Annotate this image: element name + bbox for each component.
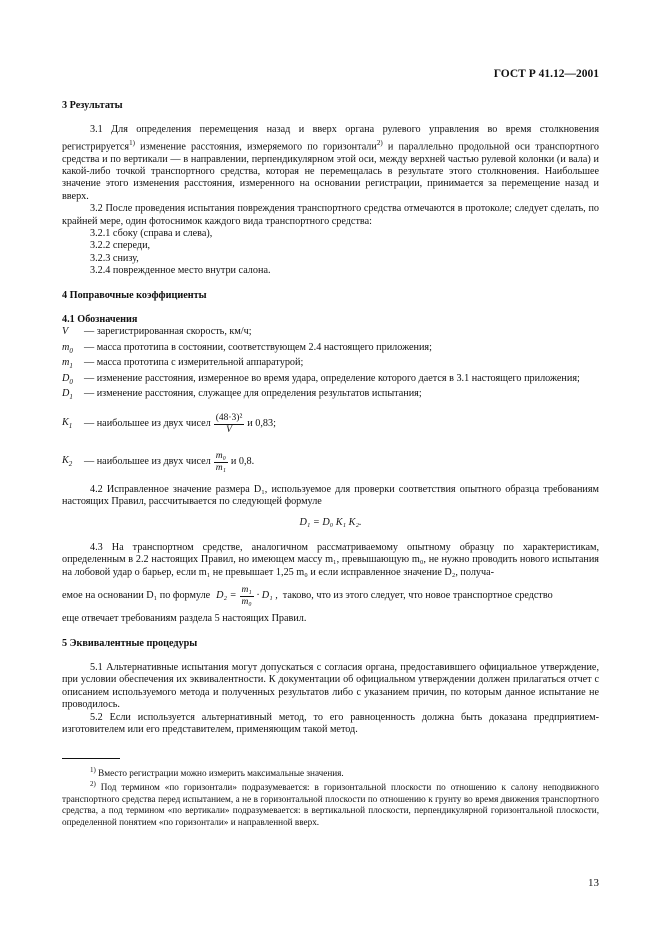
list-item: 3.2.1 сбоку (справа и слева), — [90, 228, 213, 240]
paragraph-4-3-formula-line — [62, 579, 599, 613]
footnote-ref-2: 2) — [376, 138, 383, 147]
definition-row — [62, 388, 599, 403]
p43-text-b: таково, что из этого следует, что новое транспортное средство — [282, 589, 553, 601]
footnote-ref-1: 1) — [129, 138, 135, 147]
paragraph-4-3: 4.3 На транспортном средстве, аналогичном рассматриваемому опытному образцу по характеристикам, определенным в 2.2 настоящих Правил, но имеющем массу m₁, превышающую m₀, не нужно проводить нового испытания на лобовой удар о барьер, если m₁ не превышает 1,25 m₀ и если исправленное значение D₂, получа- — [62, 541, 599, 578]
definition-text: — масса прототипа с измерительной аппаратурой; — [84, 357, 304, 369]
k1-tail: и 0,83; — [247, 418, 276, 430]
list-item: 3.2.3 снизу, — [90, 252, 139, 264]
footnotes — [62, 758, 599, 828]
document-header: ГОСТ Р 41.12—2001 — [493, 68, 599, 80]
paragraph-3-1 — [62, 124, 599, 203]
definition-row — [62, 326, 599, 341]
footnote-divider — [62, 758, 120, 759]
paragraph-4-3-end: еще отвечает требованиям раздела 5 настоящих Правил. — [62, 613, 307, 625]
page-number: 13 — [588, 877, 599, 889]
paragraph-5-2: 5.2 Если используется альтернативный метод, то его равноценность должна быть доказана предприятием-изготовителем или его представителем, применяющим такой метод. — [62, 711, 599, 735]
definition-text: — изменение расстояния, служащее для определения результатов испытания; — [84, 388, 422, 400]
definition-row — [62, 373, 599, 388]
formula-4-2: D₁ = D₀ K₁ K₂. — [299, 517, 362, 529]
section-4-title: 4 Поправочные коэффициенты — [62, 289, 207, 301]
k2-fraction: $\frac{\text{m₀}}{\text{m₁}}$ — [215, 451, 226, 474]
symbol: $D_0$ — [62, 372, 73, 386]
p43-formula-lhs: D₂ = — [216, 589, 237, 601]
p43-formula-rhs: · D₁ , — [256, 589, 278, 601]
symbol: V — [62, 326, 69, 338]
subsection-4-1-title: 4.1 Обозначения — [62, 314, 138, 326]
k2-text: — наибольшее из двух чисел — [84, 456, 211, 468]
definition-text: — зарегистрированная скорость, км/ч; — [84, 326, 252, 338]
list-item: 3.2.4 поврежденное место внутри салона. — [90, 265, 271, 277]
p31-text-a: 3.1 Для определения перемещения назад и вверх органа рулевого управления во время столкновения регистрируется — [62, 124, 599, 153]
p31-text-b: изменение расстояния, измеряемого по горизонтали — [134, 141, 377, 153]
p43-fraction: $\frac{\text{m₁}}{\text{m₀}}$ — [241, 584, 252, 607]
paragraph-5-1: 5.1 Альтернативные испытания могут допускаться с согласия органа, предоставившего официальное утверждение, при условии обеспечения их эквивалентности. К документации об официальном утверждении должен прилагаться отчет с описанием используемого метода и полученных результатов либо с указанием причин, по которым данное испытание не проводилось. — [62, 661, 599, 711]
paragraph-4-2: 4.2 Исправленное значение размера D₁, используемое для проверки соответствия опытного образца требованиям настоящих Правил, рассчитывается по следующей формуле — [62, 483, 599, 508]
symbol: $m_1$ — [62, 357, 73, 371]
symbol: $m_0$ — [62, 341, 73, 355]
definition-row — [62, 342, 599, 357]
p43-text-a: емое на основании D₁ по формуле — [62, 589, 211, 601]
definition-text: — изменение расстояния, измеренное во время удара, определение которого дается в 3.1 настоящего приложения; — [84, 372, 580, 384]
section-3-title: 3 Результаты — [62, 100, 123, 111]
definition-text: — масса прототипа в состоянии, соответствующем 2.4 настоящего приложения; — [84, 341, 432, 353]
k1-fraction: $\frac{\text{(48·3)²}}{V}$ — [215, 413, 243, 436]
paragraph-3-2: 3.2 После проведения испытания повреждения транспортного средства отмечаются в протоколе; следует сделать, по крайней мере, один фотоснимок каждого вида транспортного средства: — [62, 203, 599, 227]
footnote-2: $^{2)}$ Под термином «по горизонтали» подразумевается: в горизонтальной плоскости по отношению к салону неподвижного транспортного средства перед испытанием, а не в горизонтальной плоскости по отношению к грунту во время движения транспортного средства, а под термином «по вертикали» подразумевается: в вертикальной плоскости, перпендикулярной горизонтальной плоскости, определенной понятием «по горизонтали» и направленной вверх. — [62, 780, 599, 827]
k2-definition: $K_2$ — наибольшее из двух чисел $\frac{\text{m₀}}{\text{m₁}}$ и 0,8. — [62, 451, 255, 474]
symbol: $D_1$ — [62, 388, 73, 402]
footnote-1: $^{1)}$ Вместо регистрации можно измерить максимальные значения. — [90, 766, 344, 779]
p31-text-c: и параллельно продольной оси транспортного средства и по вертикали — в направлении, перпендикулярном этой оси, между верхней частью рулевой колонки (и вала) и какой-либо точкой транспортного средства, которая не перемещалась в результате этого столкновения. Наибольшее значение этого изменения расстояния, измеренного на основании регистрации, принимается за перемещение назад и вверх. — [62, 141, 599, 202]
k1-text: — наибольшее из двух чисел — [84, 418, 211, 430]
section-5-title: 5 Эквивалентные процедуры — [62, 637, 198, 649]
k2-tail: и 0,8. — [230, 456, 255, 468]
list-item: 3.2.2 спереди, — [90, 240, 151, 252]
page-content — [62, 100, 599, 736]
k1-definition: $K_1$ — наибольшее из двух чисел $\frac{\text{(48·3)²}}{V}$ и 0,83; — [62, 413, 276, 436]
definition-row — [62, 357, 599, 372]
